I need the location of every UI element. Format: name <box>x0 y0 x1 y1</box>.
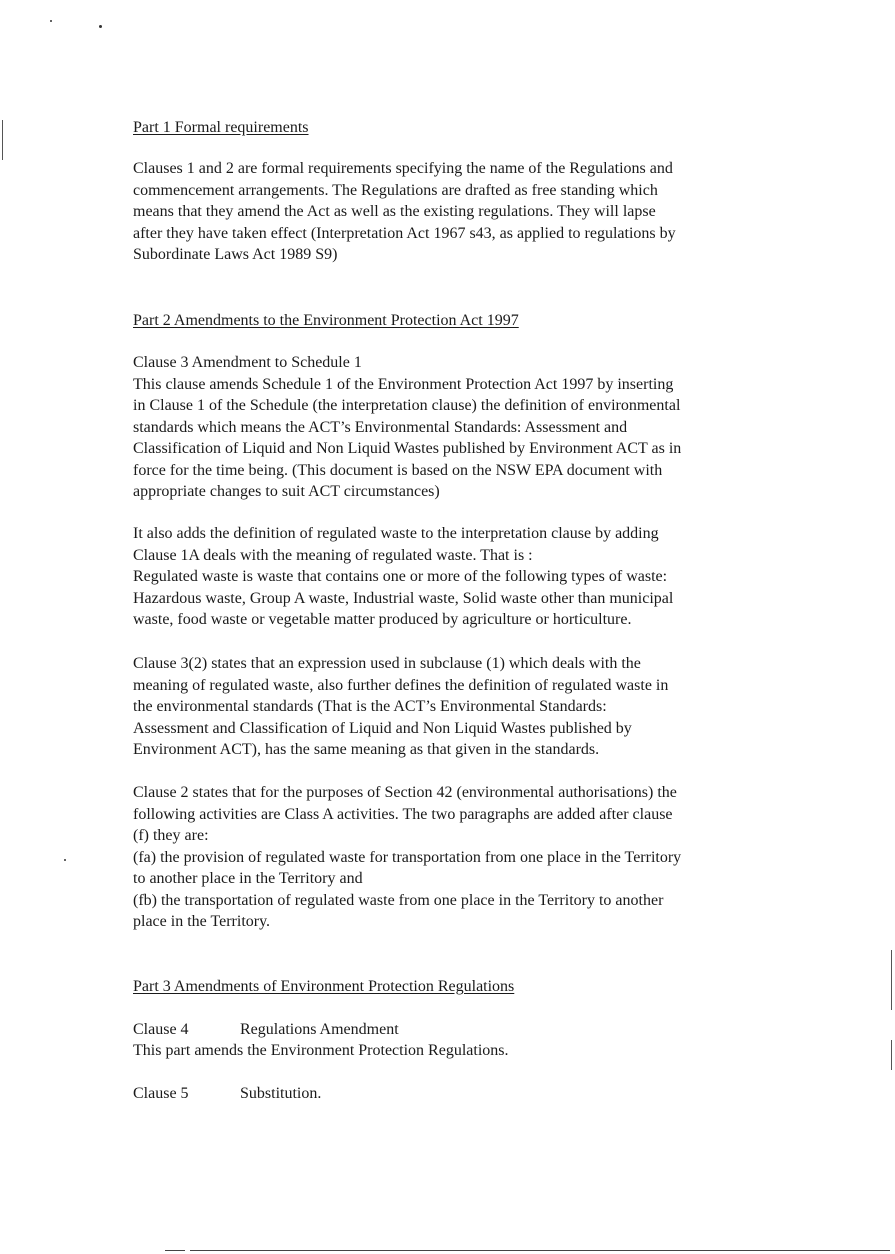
part-2-heading: Part 2 Amendments to the Environment Protection Act 1997 <box>133 312 519 329</box>
clause-4-text: This part amends the Environment Protection Regulations. <box>133 1042 509 1059</box>
clause-5-title: Substitution. <box>240 1085 322 1102</box>
text-line: Assessment and Classification of Liquid and Non Liquid Wastes published by <box>133 719 632 737</box>
clause-3-2-paragraph <box>133 653 833 761</box>
clause-4-row <box>133 1019 399 1040</box>
part-1-paragraph <box>133 158 833 266</box>
text-line: following activities are Class A activities. The two paragraphs are added after clause <box>133 805 673 823</box>
text-line: waste, food waste or vegetable matter produced by agriculture or horticulture. <box>133 611 632 628</box>
text-line: standards which means the ACT’s Environmental Standards: Assessment and <box>133 418 628 436</box>
clause-3-title: Clause 3 Amendment to Schedule 1 <box>133 354 362 371</box>
clause-4-title: Regulations Amendment <box>240 1021 399 1038</box>
text-line: It also adds the definition of regulated waste to the interpretation clause by adding <box>133 525 659 542</box>
text-line: Classification of Liquid and Non Liquid Wastes published by Environment ACT as in <box>133 440 682 457</box>
text-line: Regulated waste is waste that contains one or more of the following types of waste: <box>133 568 668 585</box>
scan-speck <box>64 859 66 861</box>
text-line: Clause 2 states that for the purposes of Section 42 (environmental authorisations) the <box>133 784 677 801</box>
text-line: Hazardous waste, Group A waste, Industrial waste, Solid waste other than municipal <box>133 589 674 607</box>
text-line: (fa) the provision of regulated waste for transportation from one place in the Territory <box>133 848 682 866</box>
clause-2-paragraph <box>133 782 833 933</box>
text-line: to another place in the Territory and <box>133 870 363 887</box>
clause-4-number: Clause 4 <box>133 1021 189 1038</box>
text-line: This clause amends Schedule 1 of the Environment Protection Act 1997 by inserting <box>133 375 674 393</box>
part-1-heading: Part 1 Formal requirements <box>133 119 309 136</box>
text-line: after they have taken effect (Interpretation Act 1967 s43, as applied to regulations by <box>133 224 676 242</box>
scan-bottom-edge <box>190 1250 890 1251</box>
scan-edge-mark <box>2 120 3 160</box>
text-line: place in the Territory. <box>133 913 271 930</box>
scan-speck <box>99 25 102 28</box>
text-line: (fb) the transportation of regulated waste from one place in the Territory to another <box>133 891 664 909</box>
text-line: in Clause 1 of the Schedule (the interpretation clause) the definition of environmental <box>133 397 681 414</box>
text-line: means that they amend the Act as well as the existing regulations. They will lapse <box>133 203 656 220</box>
clause-3-paragraph <box>133 352 833 503</box>
text-line: Clause 1A deals with the meaning of regulated waste. That is : <box>133 546 533 564</box>
clause-5-row <box>133 1083 321 1104</box>
text-line: Clause 3(2) states that an expression used in subclause (1) which deals with the <box>133 655 641 672</box>
regulated-waste-paragraph <box>133 523 833 631</box>
scan-edge-mark <box>891 950 892 1010</box>
text-line: force for the time being. (This document is based on the NSW EPA document with <box>133 461 663 479</box>
part-3-heading: Part 3 Amendments of Environment Protection Regulations <box>133 978 515 995</box>
scan-bottom-edge <box>165 1250 185 1251</box>
text-line: meaning of regulated waste, also further defines the definition of regulated waste in <box>133 676 669 694</box>
text-line: Environment ACT), has the same meaning as that given in the standards. <box>133 741 600 758</box>
scan-speck <box>50 20 52 22</box>
text-line: Subordinate Laws Act 1989 S9) <box>133 246 338 263</box>
text-line: the environmental standards (That is the ACT’s Environmental Standards: <box>133 698 607 715</box>
scan-edge-mark <box>891 1040 892 1070</box>
text-line: (f) they are: <box>133 827 209 844</box>
clause-5-number: Clause 5 <box>133 1085 189 1102</box>
text-line: appropriate changes to suit ACT circumstances) <box>133 483 440 500</box>
text-line: commencement arrangements. The Regulations are drafted as free standing which <box>133 181 658 199</box>
text-line: Clauses 1 and 2 are formal requirements specifying the name of the Regulations and <box>133 160 673 177</box>
